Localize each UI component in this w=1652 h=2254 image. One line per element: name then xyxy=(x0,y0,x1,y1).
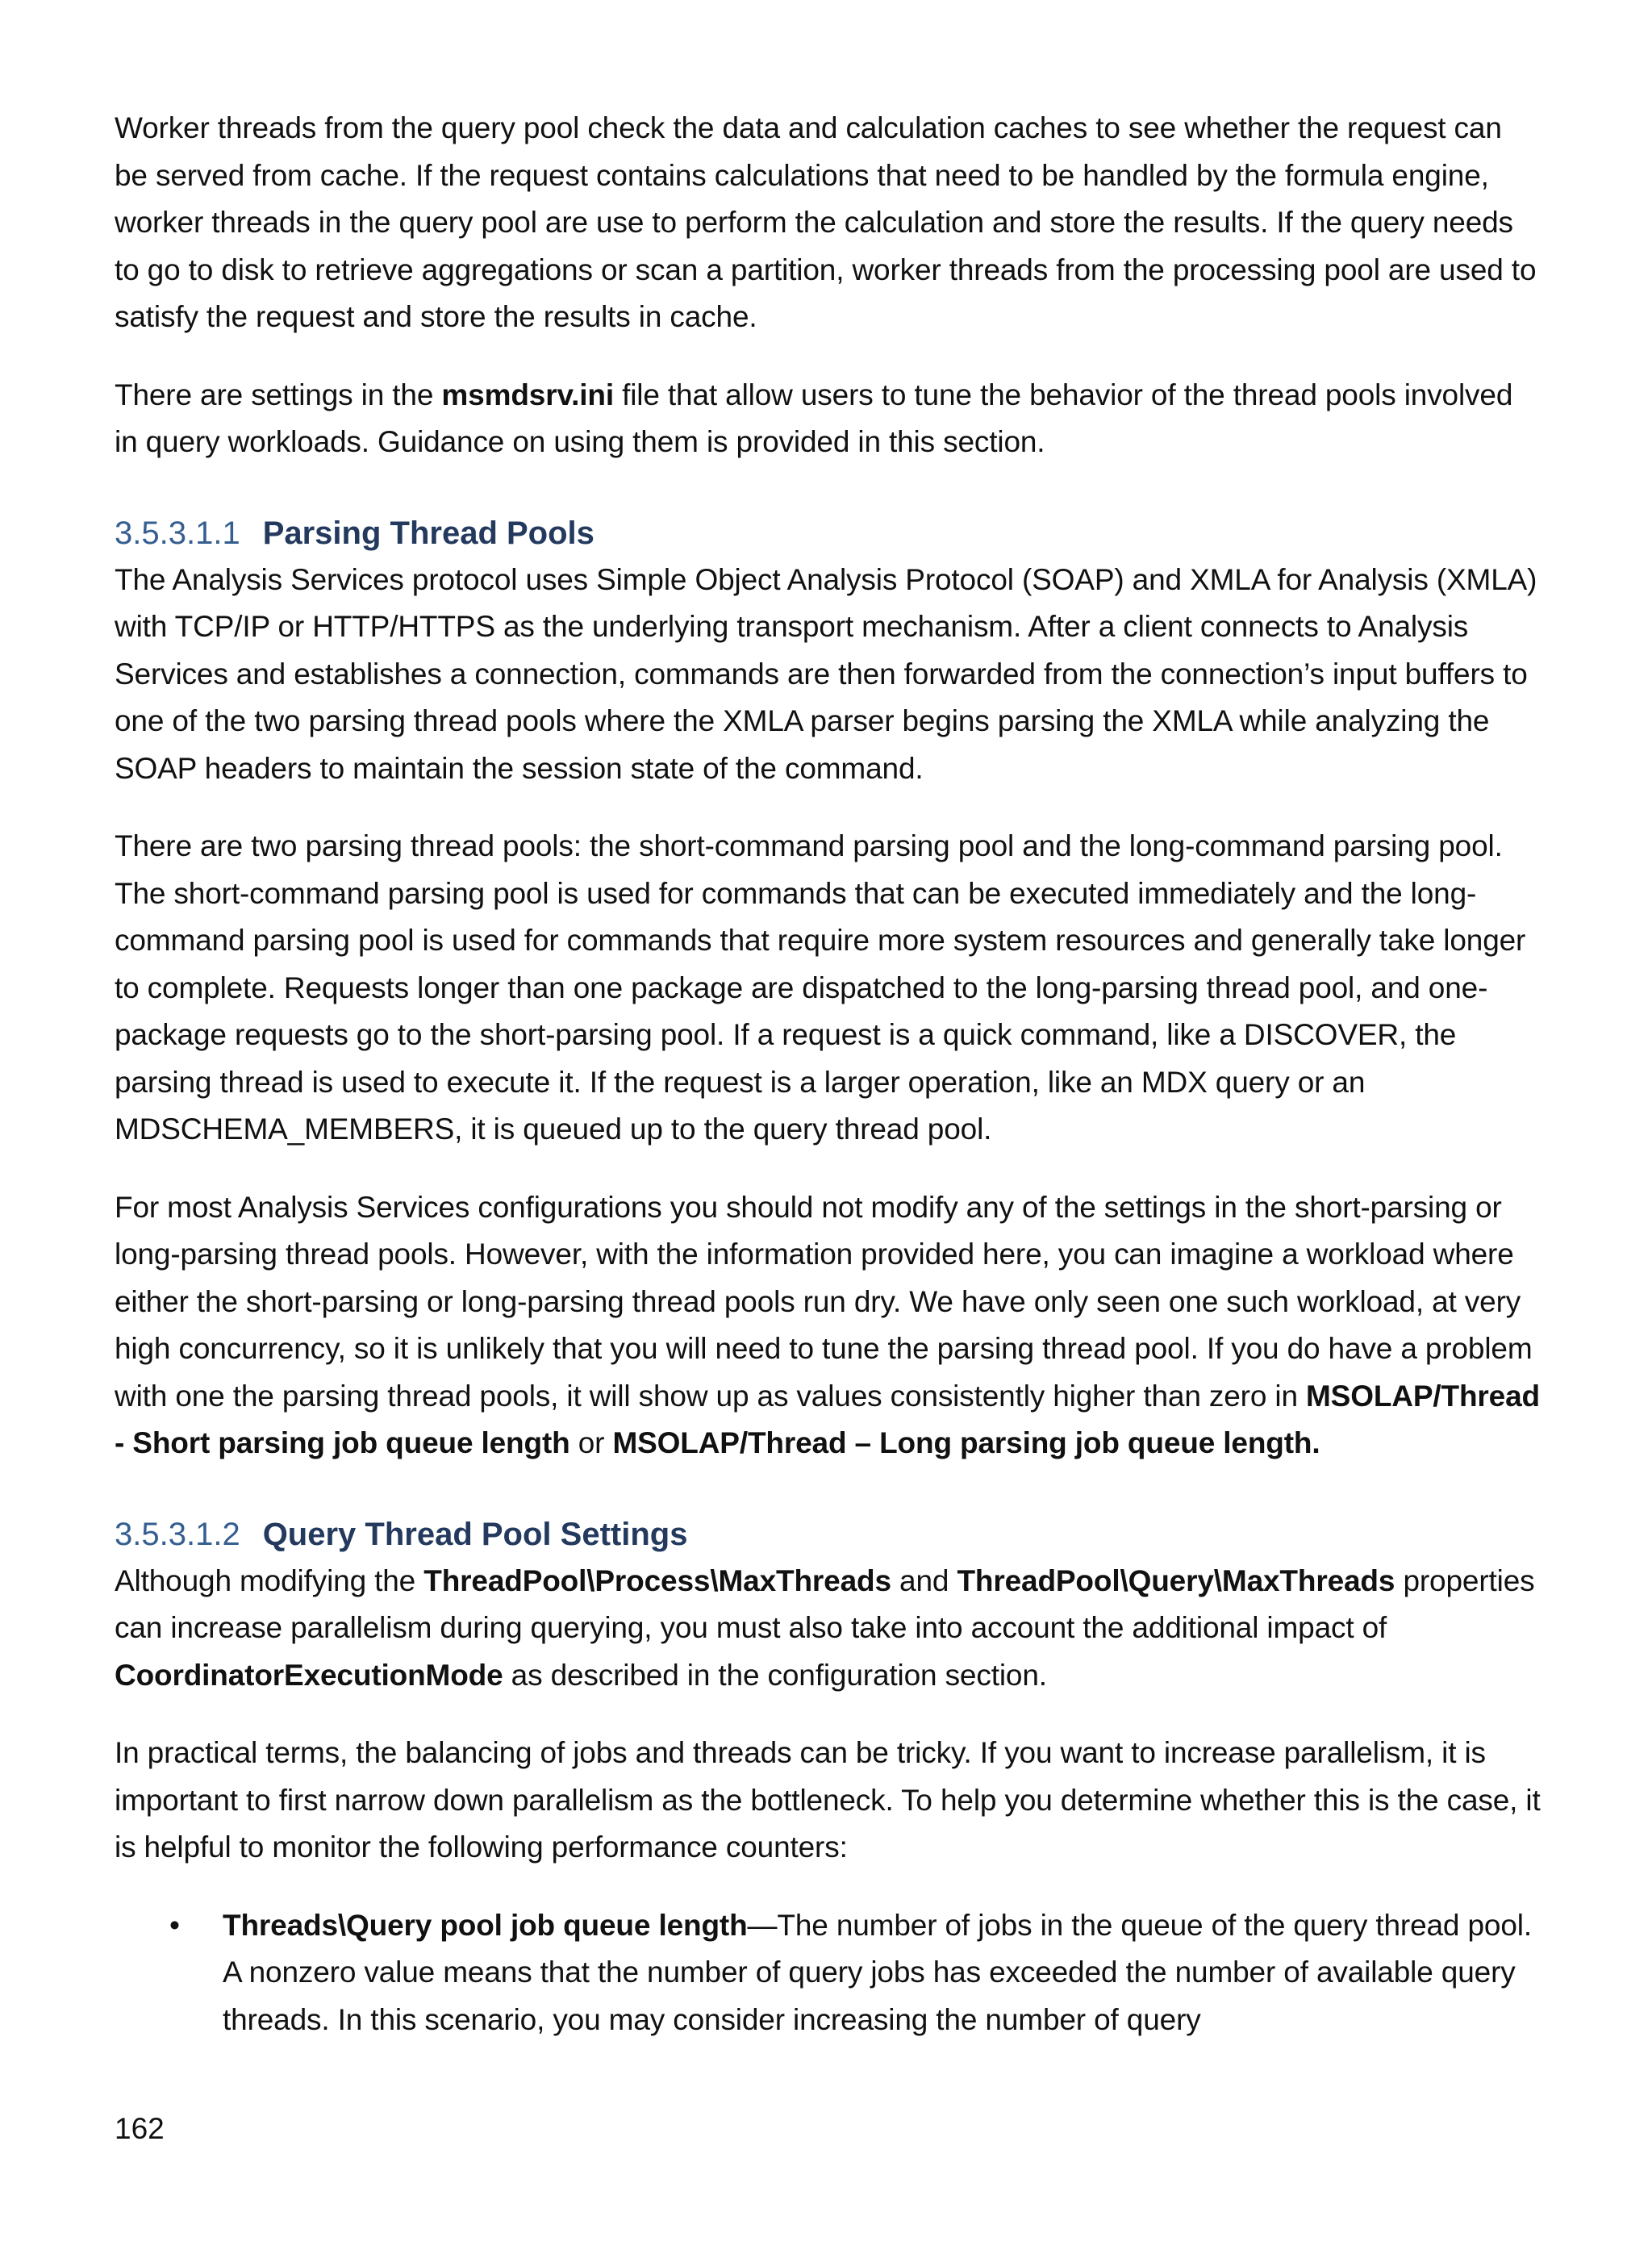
query-paragraph-1-text: Although modifying the xyxy=(115,1563,424,1597)
section-title: Parsing Thread Pools xyxy=(262,515,594,551)
intro-paragraph-1: Worker threads from the query pool check the data and calculation caches to see whether the request can be served from cache. If the request contains calculations that need to be handled by the formula engine, worker threads in the query pool are use to perform the calculation and store the results. If the query needs to go to disk to retrieve aggregations or scan a partition, worker threads from the processing pool are used to satisfy the request and store the results in cache. xyxy=(115,111,1537,333)
coordinator-execution-mode-setting: CoordinatorExecutionMode xyxy=(115,1658,503,1692)
query-paragraph-1-and: and xyxy=(891,1563,957,1597)
section-number: 3.5.3.1.2 xyxy=(115,1516,240,1552)
bullet-icon: • xyxy=(169,1908,180,1942)
query-paragraph-2: In practical terms, the balancing of jobs and threads can be tricky. If you want to increase parallelism, it is important to first narrow down parallelism as the bottleneck. To help you determine whether this is the case, it is helpful to monitor the following performance counters: xyxy=(115,1736,1541,1864)
long-parsing-counter: MSOLAP/Thread – Long parsing job queue length. xyxy=(612,1426,1320,1459)
query-paragraph-1-text-2: properties can increase parallelism during querying, you must also take into account the additional impact of xyxy=(115,1563,1535,1644)
counter-list xyxy=(115,1902,1542,2044)
page-number: 162 xyxy=(115,2112,165,2145)
section-title: Query Thread Pool Settings xyxy=(262,1516,688,1552)
parsing-paragraph-1: The Analysis Services protocol uses Simple Object Analysis Protocol (SOAP) and XMLA for Analysis (XMLA) with TCP/IP or HTTP/HTTPS as the underlying transport mechanism. After a client connects to Analysis Services and establishes a connection, commands are then forwarded from the connection’s input buffers to one of the two parsing thread pools where the XMLA parser begins parsing the XMLA while analyzing the SOAP headers to maintain the session state of the command. xyxy=(115,562,1537,785)
process-maxthreads-setting: ThreadPool\Process\MaxThreads xyxy=(423,1563,891,1597)
section-number: 3.5.3.1.1 xyxy=(115,515,240,551)
parsing-paragraph-3-or: or xyxy=(569,1426,613,1459)
query-pool-queue-counter: Threads\Query pool job queue length xyxy=(223,1908,748,1942)
intro-paragraph-2 xyxy=(115,372,1542,466)
query-paragraph-1-text-end: as described in the configuration section. xyxy=(503,1658,1047,1692)
list-item-text: —The number of jobs in the queue of the query thread pool. A nonzero value means that the number of query jobs has exceeded the number of available query threads. In this scenario, you may consider increasing the number of query xyxy=(223,1908,1532,2036)
parsing-paragraph-3 xyxy=(115,1184,1542,1467)
short-parsing-counter: MSOLAP/Thread - Short parsing job queue length xyxy=(115,1379,1540,1459)
ini-file-name: msmdsrv.ini xyxy=(441,378,614,411)
query-maxthreads-setting: ThreadPool\Query\MaxThreads xyxy=(957,1563,1395,1597)
intro-paragraph-2-text-end: file that allow users to tune the behavior of the thread pools involved in query workloads. Guidance on using them is provided in this section. xyxy=(115,378,1513,458)
query-paragraph-1 xyxy=(115,1558,1542,1700)
parsing-paragraph-2: There are two parsing thread pools: the short-command parsing pool and the long-command parsing pool. The short-command parsing pool is used for commands that can be executed immediately and the long-command parsing pool is used for commands that require more system resources and generally take longer to complete. Requests longer than one package are dispatched to the long-parsing thread pool, and one-package requests go to the short-parsing pool. If a request is a quick command, like a DISCOVER, the parsing thread is used to execute it. If the request is a larger operation, like an MDX query or an MDSCHEMA_MEMBERS, it is queued up to the query thread pool. xyxy=(115,829,1526,1146)
document-page xyxy=(115,105,1542,2043)
section-heading-query-thread-pool-settings xyxy=(115,1511,1542,1558)
section-heading-parsing-thread-pools xyxy=(115,510,1542,557)
parsing-paragraph-3-text: For most Analysis Services configurations you should not modify any of the settings in the short-parsing or long-parsing thread pools. However, with the information provided here, you can imagine a workload where either the short-parsing or long-parsing thread pools run dry. We have only seen one such workload, at very high concurrency, so it is unlikely that you will need to tune the parsing thread pool. If you do have a problem with one the parsing thread pools, it will show up as values consistently higher than zero in xyxy=(115,1190,1533,1413)
intro-paragraph-2-text: There are settings in the xyxy=(115,378,442,411)
list-item xyxy=(115,1902,1542,2044)
